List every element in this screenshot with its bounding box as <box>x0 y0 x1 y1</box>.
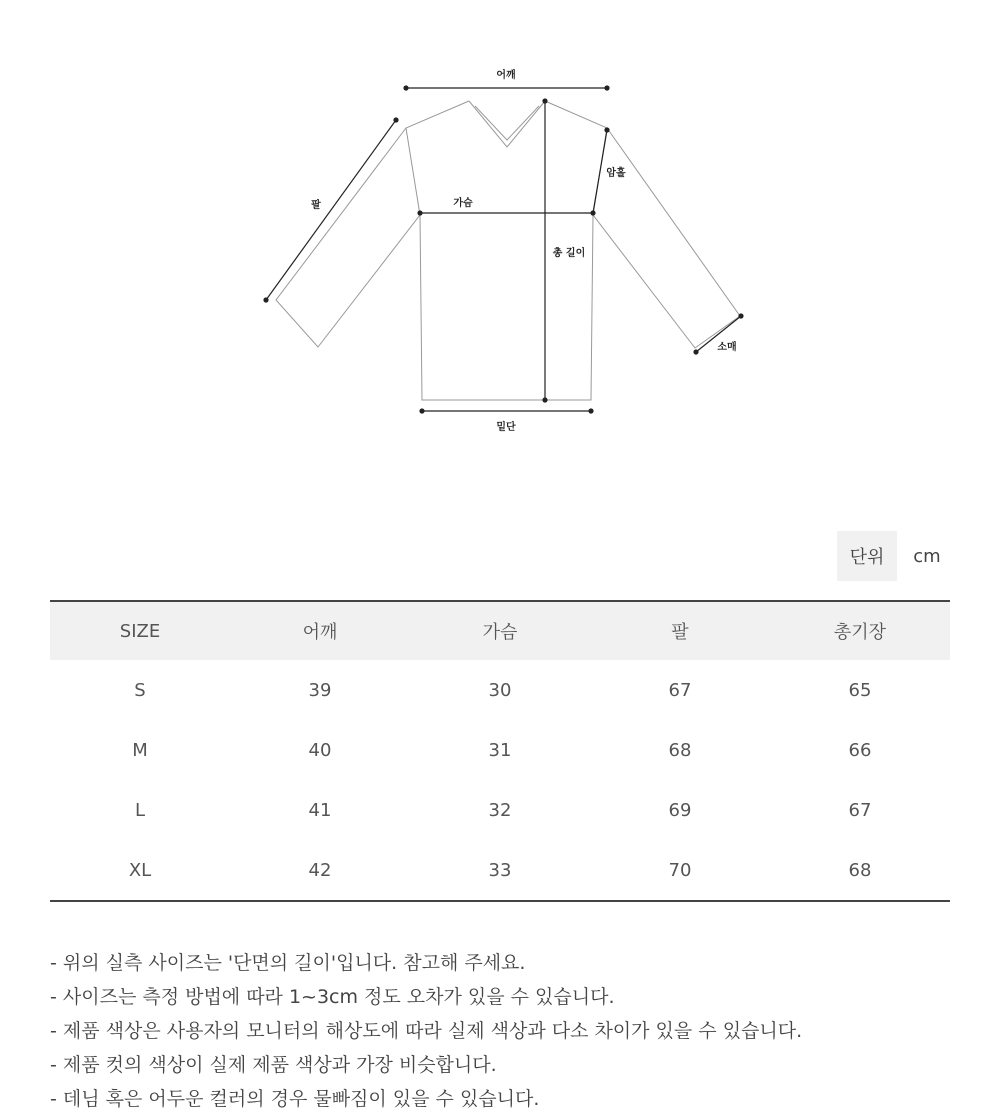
note-item: - 제품 컷의 색상이 실제 제품 색상과 가장 비슷합니다. <box>50 1054 497 1076</box>
cell-sleeve: 69 <box>668 799 692 821</box>
shoulder-label: 어깨 <box>496 70 516 81</box>
cell-total-length: 65 <box>848 679 872 701</box>
cell-shoulder: 40 <box>308 739 332 761</box>
unit-indicator <box>837 531 957 581</box>
cell-sleeve: 68 <box>668 739 692 761</box>
cell-sleeve: 67 <box>668 679 692 701</box>
total-length-label: 총 길이 <box>552 248 586 259</box>
size-table <box>50 600 950 902</box>
cell-shoulder: 39 <box>308 679 332 701</box>
table-row <box>50 780 950 840</box>
cell-size: L <box>134 799 146 821</box>
unit-value: cm <box>913 545 941 567</box>
cell-total-length: 67 <box>848 799 872 821</box>
measurement-diagram <box>0 0 1000 460</box>
cell-chest: 32 <box>488 799 512 821</box>
table-row <box>50 720 950 780</box>
notes-list <box>50 946 802 1116</box>
measurement-lines <box>264 86 743 413</box>
note-item: - 데님 혹은 어두운 컬러의 경우 물빠짐이 있을 수 있습니다. <box>50 1088 540 1110</box>
cell-shoulder: 41 <box>308 799 332 821</box>
cell-chest: 30 <box>488 679 512 701</box>
armhole-line <box>593 130 607 213</box>
garment-outline <box>276 101 740 400</box>
cell-total-length: 68 <box>848 859 872 881</box>
header-shoulder: 어깨 <box>230 601 410 660</box>
cell-chest: 31 <box>488 739 512 761</box>
chest-label: 가슴 <box>453 198 473 209</box>
cell-size: M <box>132 739 148 761</box>
cell-size: XL <box>128 859 152 881</box>
header-sleeve: 팔 <box>590 601 770 660</box>
note-item: - 위의 실측 사이즈는 '단면의 길이'입니다. 참고해 주세요. <box>50 952 526 974</box>
cuff-label: 소매 <box>717 342 737 353</box>
cell-shoulder: 42 <box>308 859 332 881</box>
note-item: - 사이즈는 측정 방법에 따라 1~3cm 정도 오차가 있을 수 있습니다. <box>50 986 615 1008</box>
table-row <box>50 840 950 901</box>
table-row <box>50 660 950 720</box>
cell-size: S <box>134 679 146 701</box>
header-total-length: 총기장 <box>770 601 950 660</box>
cell-total-length: 66 <box>848 739 872 761</box>
header-chest: 가슴 <box>410 601 590 660</box>
unit-label: 단위 <box>837 531 897 581</box>
header-size: SIZE <box>50 601 230 660</box>
sleeve-label: 팔 <box>311 200 321 211</box>
cell-sleeve: 70 <box>668 859 692 881</box>
hem-label: 밑단 <box>496 422 516 433</box>
armhole-label: 암홀 <box>606 168 626 179</box>
note-item: - 제품 색상은 사용자의 모니터의 해상도에 따라 실제 색상과 다소 차이가 있을 수 있습니다. <box>50 1020 803 1042</box>
sleeve-line <box>266 120 396 300</box>
table-header-row <box>50 601 950 660</box>
cell-chest: 33 <box>488 859 512 881</box>
